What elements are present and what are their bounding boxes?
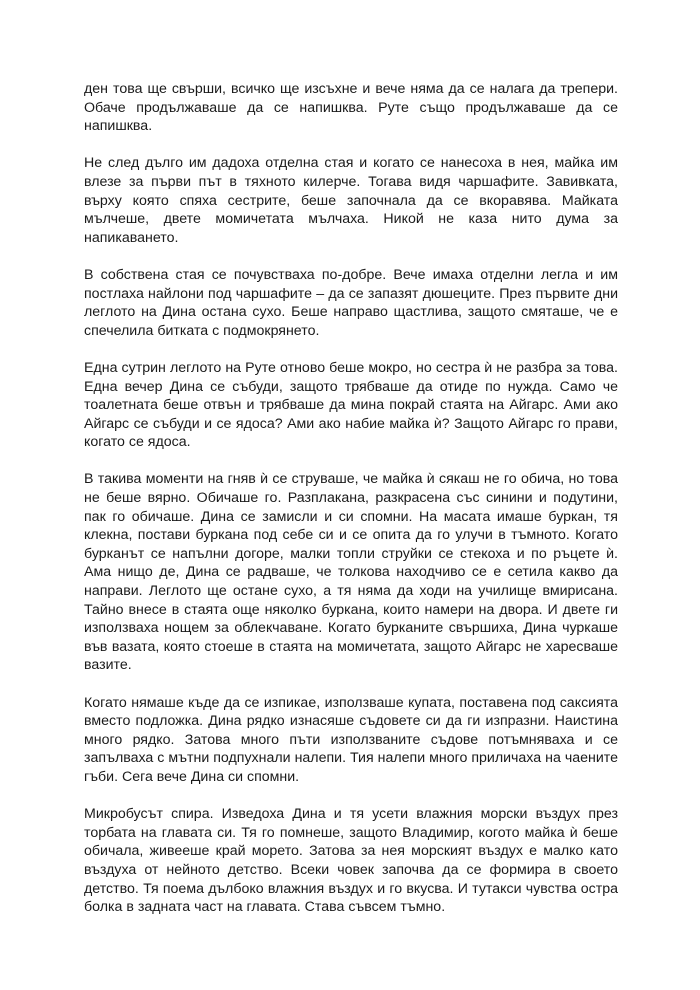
paragraph-1: ден това ще свърши, всичко ще изсъхне и вече няма да се налага да трепери. Обаче продължаваше да се напишква. Руте също продължаваше да се напишква. bbox=[84, 81, 618, 135]
paragraph-7: Микробусът спира. Изведоха Дина и тя усети влажния морски въздух през торбата на главата си. Тя го помнеше, защото Владимир, когото майка ѝ беше обичала, живееше край морето. Затова за нея морският въздух е малко като въздуха от нейното детство. Всеки човек започва да се формира в своето детство. Тя поема дълбоко влажния въздух и го вкусва. И тутакси чувства остра болка в задната част на главата. Става съвсем тъмно. bbox=[84, 806, 618, 916]
paragraph-2: Не след дълго им дадоха отделна стая и когато се нанесоха в нея, майка им влезе за първи път в тяхното килерче. Тогава видя чаршафите. Завивката, върху която спяха сестрите, беше започнала да се вкоравява. Майката мълчеше, двете момичетата мълчаха. Никой не каза нито дума за напикаването. bbox=[84, 155, 618, 246]
paragraph-6: Когато нямаше къде да се изпикае, използваше купата, поставена под саксията вместо подложка. Дина рядко изнасяше съдовете си да ги изпразни. Наистина много рядко. Затова много пъти използваните съдове потъмняваха и се запълваха с мътни подпухнали налепи. Тия налепи много приличаха на чаените гъби. Сега вече Дина си спомни. bbox=[84, 694, 618, 785]
paragraph-5: В такива моменти на гняв ѝ се струваше, че майка ѝ сякаш не го обича, но това не беше вярно. Обичаше го. Разплакана, разкрасена със синини и подутини, пак го обичаше. Дина се замисли и си спомни. На масата имаше буркан, тя клекна, постави буркана под себе си и се опита да го улучи в тъмното. Когато бурканът се напълни догоре, малки топли струйки се стекоха и по ръцете ѝ. Ама нищо де, Дина се радваше, че толкова находчиво се е сетила какво да направи. Леглото ще остане сухо, а тя няма да ходи на училище вмирисана. Тайно внесе в стаята още няколко буркана, които намери на двора. И двете ги използваха нощем за облекчаване. Когато бурканите свършиха, Дина чуркаше във вазата, която стоеше в стаята на момичетата, защото Айгарс не харесваше вазите. bbox=[84, 471, 618, 674]
document-page bbox=[84, 80, 618, 935]
paragraph-3: В собствена стая се почувстваха по-добре. Вече имаха отделни легла и им постлаха найлони под чаршафите – да се запазят дюшеците. През първите дни леглото на Дина остана сухо. Беше направо щастлива, защото смяташе, че е спечелила битката с подмокрянето. bbox=[84, 266, 618, 339]
paragraph-4: Една сутрин леглото на Руте отново беше мокро, но сестра ѝ не разбра за това. Една вечер Дина се събуди, защото трябваше да отиде по нужда. Само че тоалетната беше отвън и трябваше да мина покрай стаята на Айгарс. Ами ако Айгарс се събуди и се ядоса? Ами ако набие майка ѝ? Защото Айгарс го прави, когато се ядоса. bbox=[84, 359, 618, 451]
